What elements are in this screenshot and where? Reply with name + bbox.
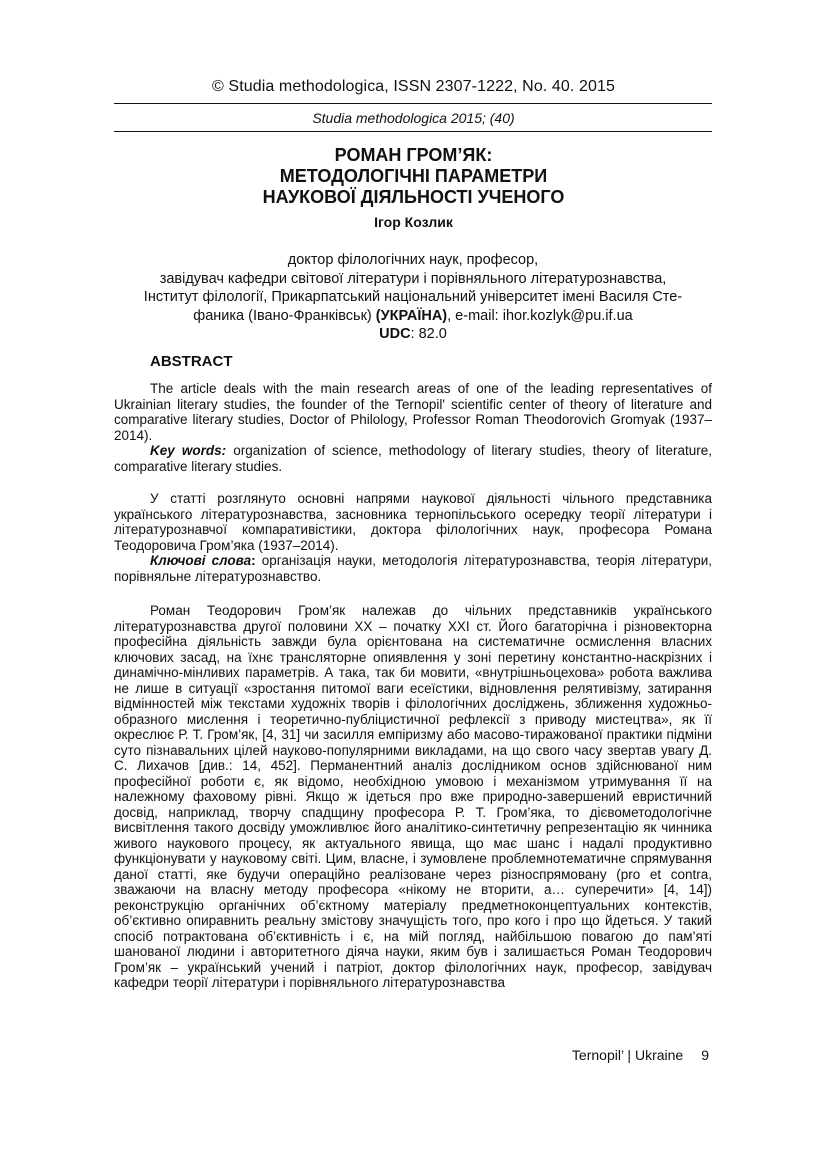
- page-number: 9: [701, 1047, 709, 1063]
- affiliation-country: (УКРАЇНА): [375, 307, 448, 324]
- abstract-en-text: The article deals with the main research areas of one of the leading representatives of Ukrainian literary studies, the founder of the Ternopil' scientific center of theory of literature and comparative literary studies, Doctor of Philology, Professor Roman Theodorovich Gromyak (1937–2014).: [114, 381, 712, 443]
- header-rule-bottom: [114, 131, 712, 132]
- page-footer: [572, 1047, 709, 1063]
- udc-line: [114, 325, 712, 344]
- keywords-uk-text: організація науки, методологія літературознавства, теорія літератури, порівняльне літературознавство.: [114, 553, 712, 584]
- abstract-english: [114, 381, 712, 474]
- affiliation-position: завідувач кафедри світової літератури і порівняльного літературознавства,: [159, 270, 667, 287]
- body-paragraph: Роман Теодорович Гром’як належав до чільних представників українського літературознавства другої половини ХХ – початку ХХІ ст. Його багаторічна і різновекторна професійна діяльність завжди була орієнтована на систематичне осмислення власних ключових засад, на їхнє трансляторне опиявлення у зоні перетину константно-наскрізних і динамічно-мінливих параметрів. А така, так би мовити, «внутрішньоцехова» робота важлива не лише в ситуації «зростання питомої ваги есеїстики, відновлення релятивізму, затирання відмінностей між текстами художніх творів і філологічних досліджень, зближення художньо-образного мислення і теоретично-публіцистичної рефлексії з приводу мистецтва», як її окреслює Р. Т. Гром’як, [4, 31] чи засилля емпіризму або масово-тиражованої практики підміни суто пізнавальних цілей науково-популярними викладами, на що свого часу звертав увагу Д. С. Лихачов [див.: 14, 452]. Перманентний аналіз дослідником основ здійснюваної ним професійної роботи є, як відомо, необхідною умовою і механізмом утримування її на належному фаховому рівні. Якщо ж ідеться про вже природно-завершений евристичний досвід, наприклад, творчу спадщину професора Р. Т. Гром’яка, то дієвометодологічне висвітлення такого досвіду уможливлює його аналітико-синтетичну репрезентацію як чинника живого наукового процесу, як актуального явища, що має шанс і надалі продуктивно функціонувати у науковому світі. Цим, власне, і зумовлене проблемнотематичне спрямування даної статті, яке будучи операційно реалізоване через різноспрямовану (pro et contra, зважаючи на власну методу професора «нікому не вторити, а… суперечити» [4, 14]) реконструкцію органічних об’єктному матеріалу предметноконцептуальних контекстів, об’єктивно опиравнить реальну змістову значущість того, про кого і про що йдеться. У такий спосіб потрактована об’єктивність і є, на мій погляд, найбільшою повагою до пам’яті шанованої людини і авторитетного діяча науки, яким був і залишається Роман Теодорович Гром’як – український учений і патріот, доктор філологічних наук, професор, завідувач кафедри теорії літератури і порівняльного літературознавства: [114, 603, 712, 990]
- header-rule-top: [114, 103, 712, 104]
- author-affiliation: [114, 251, 712, 344]
- keywords-en-label: Key words:: [150, 443, 227, 458]
- article-body: [114, 603, 712, 991]
- affiliation-institution: Інститут філології, Прикарпатський національний університет імені Василя Сте-: [143, 289, 683, 305]
- keywords-en-text: organization of science, methodology of literary studies, theory of literature, comparative literary studies.: [114, 443, 712, 474]
- title-line-2: МЕТОДОЛОГІЧНІ ПАРАМЕТРИ: [279, 166, 548, 186]
- affiliation-location: [114, 307, 712, 326]
- copyright-line: © Studia methodologica, ISSN 2307-1222, No. 40. 2015: [211, 78, 616, 95]
- keywords-uk-label: Ключові слова: [150, 553, 252, 568]
- title-line-3: НАУКОВОЇ ДІЯЛЬНОСТІ УЧЕНОГО: [262, 187, 565, 207]
- abstract-ukrainian: [114, 491, 712, 584]
- keywords-en: [114, 443, 712, 474]
- keywords-uk-colon: :: [251, 553, 256, 568]
- udc-value: : 82.0: [410, 326, 447, 342]
- udc-label: UDC: [379, 326, 411, 342]
- affiliation-degree: доктор філологічних наук, професор,: [287, 252, 539, 268]
- affiliation-city: фаника (Івано-Франківськ): [193, 307, 376, 324]
- journal-running-head: Studia methodologica 2015; (40): [312, 110, 515, 126]
- affiliation-email: , e-mail: ihor.kozlyk@pu.if.ua: [447, 307, 633, 324]
- article-title: [0, 145, 827, 208]
- footer-place: Ternopil’ | Ukraine: [571, 1047, 684, 1063]
- keywords-uk: [114, 553, 712, 584]
- title-line-1: РОМАН ГРОМ’ЯК:: [334, 145, 493, 165]
- abstract-heading: ABSTRACT: [150, 353, 233, 370]
- author-name: Ігор Козлик: [374, 214, 453, 230]
- abstract-uk-text: У статті розглянуто основні напрями наукової діяльності чільного представника українського літературознавства, засновника тернопільського осередку теорії літератури і літературознавчої компаративістики, доктора філологічних наук, професора Романа Теодоровича Гром’яка (1937–2014).: [114, 491, 712, 553]
